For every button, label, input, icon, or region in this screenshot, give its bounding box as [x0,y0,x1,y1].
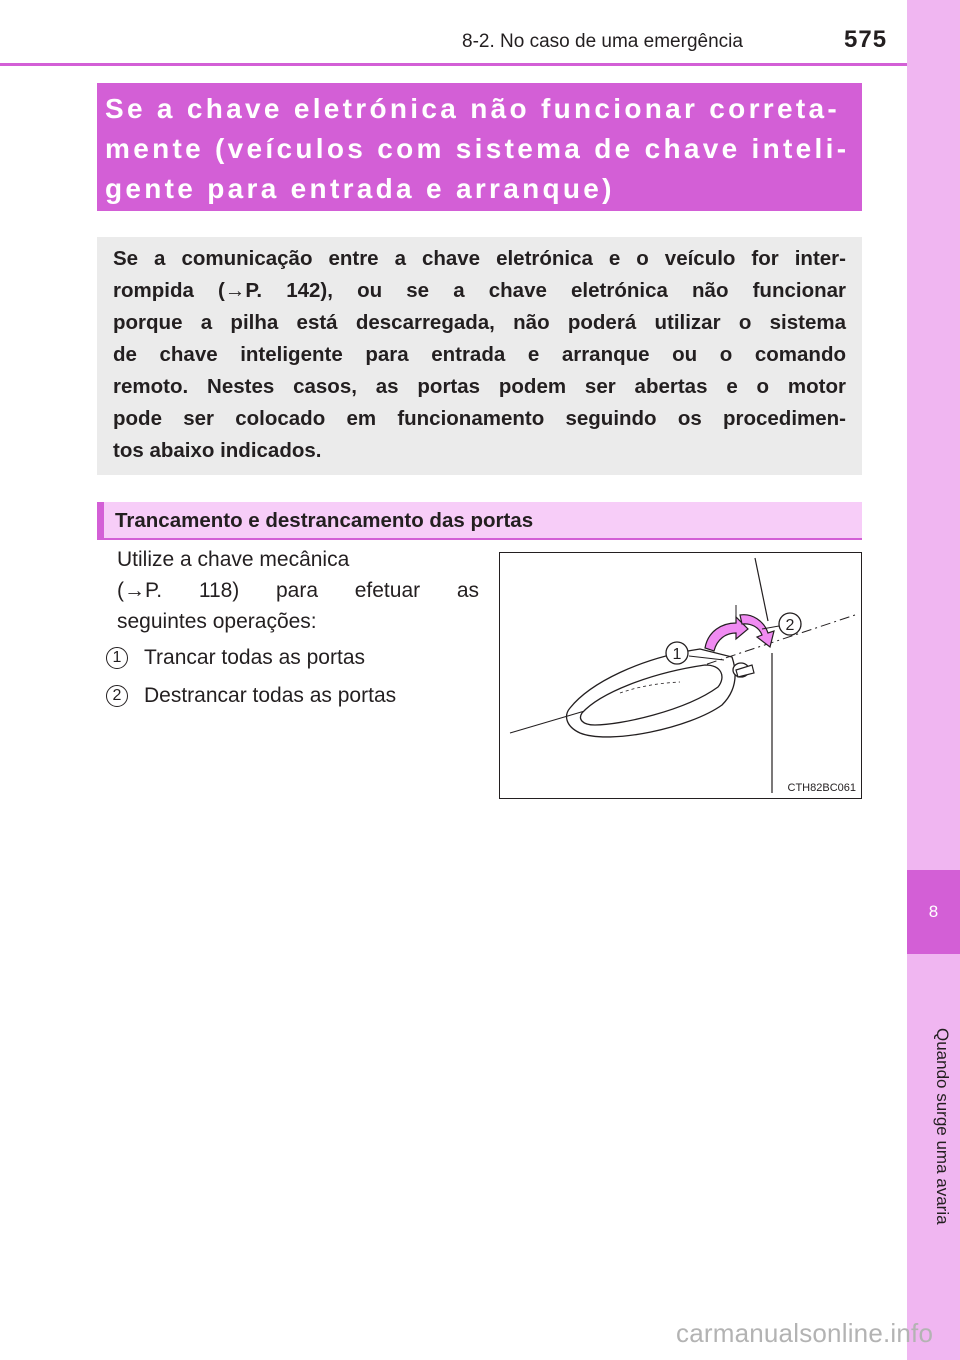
step-item [106,684,396,708]
callout-1-label: 1 [672,646,682,663]
section-underline [97,538,862,540]
intro-line: tos abaixo indicados. [113,439,322,462]
door-handle-figure [499,552,862,799]
intro-line: pode ser colocado em funcionamento seguindo os procedimen- [113,407,846,430]
step-number-badge: 1 [106,647,128,669]
body-line: (→P. 118) para efetuar as [117,579,479,602]
door-handle-illustration [500,553,860,797]
header-divider [0,63,907,66]
body-line: Utilize a chave mecânica [117,548,350,571]
step-item [106,646,365,670]
intro-line: porque a pilha está descarregada, não poderá utilizar o sistema [113,311,846,334]
page-number: 575 [844,26,888,53]
callout-leader [689,656,724,660]
main-title: Se a chave eletrónica não funcionar correta- mente (veículos com sistema de chave inteli- gente para entrada e arranque) [97,83,862,211]
step-text: Destrancar todas as portas [144,684,397,707]
intro-line: Se a comunicação entre a chave eletrónica e o veículo for inter- [113,247,846,270]
intro-box [97,237,862,475]
chapter-number: 8 [907,870,960,954]
body-text [117,544,479,637]
watermark: carmanualsonline.info [676,1318,934,1348]
door-gap-line [755,558,768,621]
callout-2-label: 2 [785,617,795,634]
figure-code: CTH82BC061 [787,782,856,794]
section-heading: Trancamento e destrancamento das portas [97,502,862,539]
header-section-title: 8-2. No caso de uma emergência [462,31,743,52]
step-text: Trancar todas as portas [144,646,365,669]
body-line: seguintes operações: [117,610,317,633]
step-number-badge: 2 [106,685,128,707]
intro-line: remoto. Nestes casos, as portas podem ser abertas e o motor [113,375,846,398]
chapter-label: Quando surge uma avaria [933,1027,952,1225]
intro-line: rompida (→P. 142), ou se a chave eletrónica não funcionar [113,279,846,302]
intro-line: de chave inteligente para entrada e arranque ou o comando [113,343,846,366]
